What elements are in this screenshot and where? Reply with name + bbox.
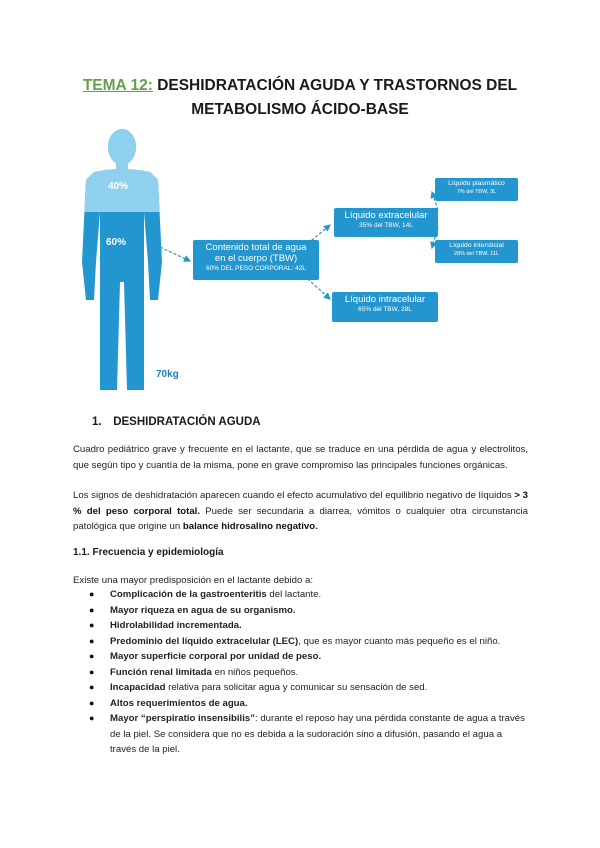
lic-title: Líquido intracelular xyxy=(344,294,426,305)
bullet-icon: ● xyxy=(89,651,95,661)
lic-box xyxy=(332,292,438,322)
bullet-icon: ● xyxy=(89,589,95,599)
list-item xyxy=(73,618,528,634)
list-item-bold: Mayor “perspiratio insensibilis” xyxy=(110,713,256,724)
bullet-icon: ● xyxy=(89,604,95,615)
section-1-paragraph-2 xyxy=(73,488,528,535)
plasma-sub: 7% del TBW, 3L xyxy=(456,189,497,195)
human-silhouette-icon xyxy=(82,129,162,390)
list-item-bold: Mayor superficie corporal por unidad de peso. xyxy=(110,651,322,662)
bullet-icon: ● xyxy=(89,620,95,630)
body-water-figure xyxy=(72,122,542,394)
list-item-bold: Incapacidad xyxy=(110,682,166,693)
list-item-bold: Altos requerimientos de agua. xyxy=(110,697,248,709)
list-item-text: en niños pequeños. xyxy=(211,666,299,678)
list-item-bold: Predominio del líquido extracelular (LEC) xyxy=(110,635,299,647)
bullet-icon: ● xyxy=(89,697,95,708)
list-item xyxy=(73,587,528,603)
section-1-heading xyxy=(92,416,261,428)
plasma-box xyxy=(435,178,518,201)
bullet-icon: ● xyxy=(89,682,95,692)
bullet-icon: ● xyxy=(89,666,95,677)
section-1-1-intro: Existe una mayor predisposición en el lactante debido a: xyxy=(73,575,313,586)
list-item-bold: Complicación de la gastroenteritis xyxy=(110,589,267,600)
list-item-text: relativa para solicitar agua y comunicar su sensación de sed. xyxy=(165,682,428,693)
tema-label: TEMA 12: xyxy=(82,77,153,94)
section-1-1-heading: 1.1. Frecuencia y epidemiología xyxy=(73,547,224,558)
tbw-line-2: en el cuerpo (TBW) xyxy=(214,253,298,264)
list-item-bold: Mayor riqueza en agua de su organismo. xyxy=(110,604,296,616)
para2-text-a: Los signos de deshidratación aparecen cuando el efecto acumulativo del equilibrio negativo de líquidos xyxy=(73,490,515,501)
list-item-bold: Función renal limitada xyxy=(110,666,212,678)
intersticial-sub: 28% del TBW, 11L xyxy=(453,251,500,257)
list-item xyxy=(73,649,528,665)
section-1-title: DESHIDRATACIÓN AGUDA xyxy=(113,416,261,428)
bullet-icon: ● xyxy=(89,635,95,646)
list-item xyxy=(73,603,528,619)
list-item xyxy=(73,634,528,650)
plasma-title: Líquido plasmático xyxy=(448,180,505,187)
lec-title: Líquido extracelular xyxy=(344,210,428,221)
tbw-box xyxy=(193,240,319,280)
page-title-line-2: METABOLISMO ÁCIDO-BASE xyxy=(191,101,409,118)
lic-sub: 65% del TBW, 28L xyxy=(358,306,412,313)
list-item-bold: Hidrolabilidad incrementada. xyxy=(110,620,242,631)
list-item xyxy=(73,711,528,758)
bullet-icon: ● xyxy=(89,713,95,723)
lec-sub: 35% del TBW, 14L xyxy=(359,222,413,229)
arrow-body-to-tbw xyxy=(160,247,190,261)
list-item-text: , que es mayor cuanto más pequeño es el niño. xyxy=(298,635,501,647)
list-item-text: del lactante. xyxy=(266,589,322,600)
para2-bold-balance: balance hidrosalino negativo. xyxy=(182,521,318,532)
weight-label: 70kg xyxy=(156,369,179,380)
list-item xyxy=(73,665,528,681)
list-item xyxy=(73,696,528,712)
section-1-paragraph-1: Cuadro pediátrico grave y frecuente en el lactante, que se traduce en una pérdida de agua y electrolitos, que según tipo y cuantía de la misma, pone en grave compromiso las principales funciones orgánicas. xyxy=(73,444,528,471)
list-item-text: : durante el reposo hay una pérdida constante de agua a través de la piel. Se considera que no es debida a la sudoración sino a difusión, pasando el agua a través de la piel. xyxy=(110,713,525,755)
predisposition-list xyxy=(73,587,528,758)
intersticial-box xyxy=(435,240,518,263)
title-text-1: DESHIDRATACIÓN AGUDA Y TRASTORNOS DEL xyxy=(157,77,518,94)
para2-bold-threshold: > 3 % del peso corporal total. xyxy=(73,490,528,517)
lec-box xyxy=(334,208,438,237)
tbw-line-1: Contenido total de agua xyxy=(205,242,307,253)
section-1-number: 1. xyxy=(92,416,102,428)
page-title-line-1 xyxy=(60,74,540,98)
lower-percent-label: 60% xyxy=(106,237,127,248)
list-item xyxy=(73,680,528,696)
tbw-sub: 60% DEL PESO CORPORAL: 42L xyxy=(206,265,306,272)
upper-percent-label: 40% xyxy=(108,181,129,192)
para2-text-c: Puede ser secundaria a diarrea, vómitos o cualquier otra circunstancia patológica que origine un xyxy=(73,505,528,532)
intersticial-title: Líquido intersticial xyxy=(449,242,504,249)
